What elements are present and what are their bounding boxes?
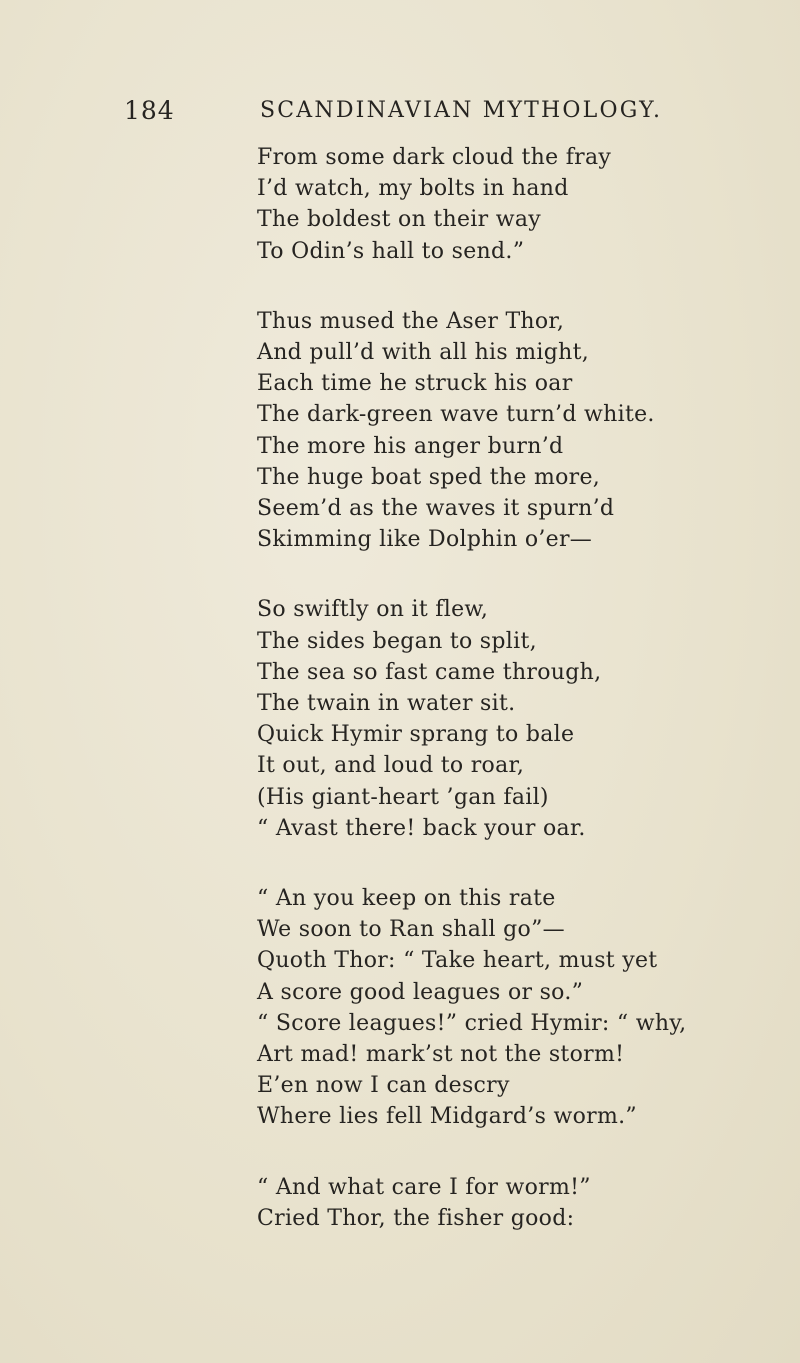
- running-title: SCANDINAVIAN MYTHOLOGY.: [260, 98, 663, 123]
- poem-line: Seem’d as the waves it spurn’d: [257, 496, 615, 522]
- poem-line: It out, and loud to roar,: [257, 753, 525, 779]
- poem-line: Thus mused the Aser Thor,: [257, 308, 565, 334]
- poem-line: Quoth Thor: “ Take heart, must yet: [257, 948, 658, 974]
- poem-line: Art mad! mark’st not the storm!: [257, 1042, 625, 1068]
- poem-line: From some dark cloud the fray: [257, 145, 612, 170]
- poem-line: “ Score leagues!” cried Hymir: “ why,: [257, 1010, 687, 1036]
- poem-line: And pull’d with all his might,: [257, 340, 590, 366]
- poem-line: Quick Hymir sprang to bale: [257, 722, 575, 748]
- poem: [257, 142, 787, 1273]
- poem-line: The more his anger burn’d: [257, 433, 564, 459]
- stanza-1: [257, 142, 787, 267]
- poem-line: So swiftly on it flew,: [257, 597, 489, 623]
- poem-line: Where lies fell Midgard’s worm.”: [257, 1104, 637, 1130]
- stanza-4: [257, 883, 787, 1133]
- poem-line: The boldest on their way: [257, 207, 542, 233]
- poem-line: I’d watch, my bolts in hand: [257, 176, 569, 202]
- stanza-2: [257, 306, 787, 556]
- poem-line: A score good leagues or so.”: [257, 979, 584, 1005]
- page-number: 184: [124, 96, 175, 125]
- poem-line: The huge boat sped the more,: [257, 464, 601, 490]
- poem-line: “ Avast there! back your oar.: [257, 815, 586, 841]
- poem-line: We soon to Ran shall go”—: [257, 917, 565, 943]
- poem-line: “ And what care I for worm!”: [257, 1174, 591, 1200]
- poem-line: Cried Thor, the fisher good:: [257, 1205, 575, 1231]
- poem-line: The sides began to split,: [257, 628, 537, 654]
- poem-line: (His giant-heart ’gan fail): [257, 784, 549, 810]
- poem-line: The dark-green wave turn’d white.: [257, 402, 655, 428]
- poem-line: The twain in water sit.: [257, 691, 516, 717]
- stanza-5: [257, 1172, 787, 1234]
- poem-line: E’en now I can descry: [257, 1073, 510, 1099]
- poem-line: To Odin’s hall to send.”: [257, 238, 525, 264]
- stanza-3: [257, 594, 787, 844]
- poem-line: The sea so fast came through,: [257, 659, 602, 685]
- poem-line: “ An you keep on this rate: [257, 886, 556, 912]
- poem-line: Skimming like Dolphin o’er—: [257, 527, 593, 553]
- poem-line: Each time he struck his oar: [257, 371, 573, 397]
